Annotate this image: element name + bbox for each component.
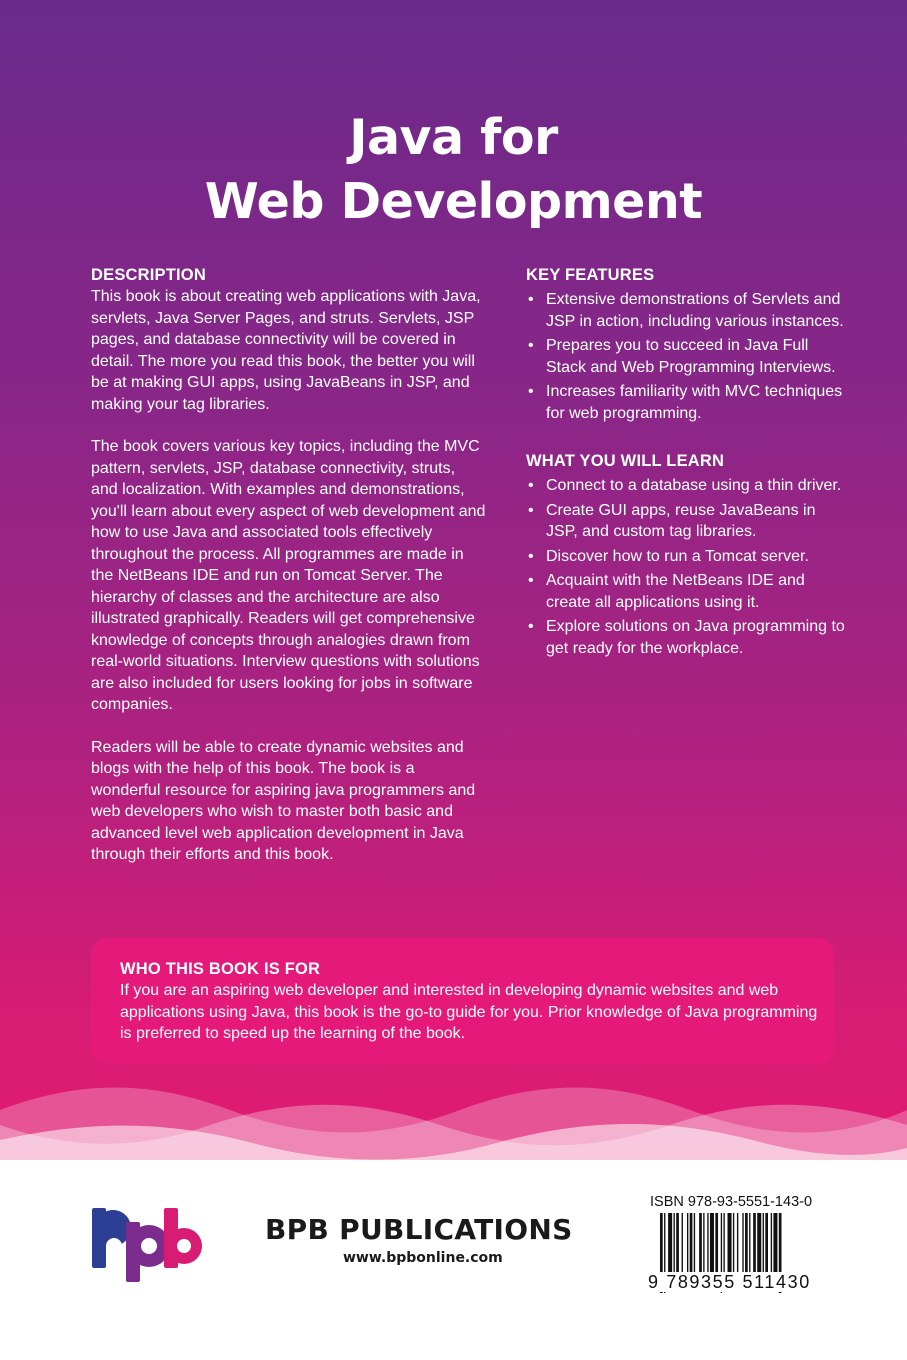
- bullet-icon: •: [528, 337, 534, 354]
- description-paragraph-3: Readers will be able to create dynamic websites and blogs with the help of this book. The book is a wonderful resource for aspiring java programmers and web developers who wish to master both basic and advanced level web application development in Java through their efforts and this book.: [91, 738, 476, 863]
- learn-item-text: Explore solutions on Java programming to get ready for the workplace.: [546, 618, 845, 657]
- bullet-icon: •: [528, 501, 534, 519]
- list-item: [526, 381, 846, 424]
- bullet-icon: •: [528, 383, 534, 400]
- description-column: [91, 264, 486, 866]
- isbn-label: ISBN 978-93-5551-143-0: [650, 1194, 813, 1210]
- learn-item-text: Create GUI apps, reuse JavaBeans in JSP, and custom tag libraries.: [546, 501, 816, 540]
- publisher-website: www.bpbonline.com: [343, 1250, 503, 1266]
- list-item: [526, 546, 846, 568]
- who-this-book-is-for-box: [91, 938, 834, 1064]
- list-item: [526, 500, 846, 543]
- description-paragraph-1: This book is about creating web applications with Java, servlets, Java Server Pages, and struts. Servlets, JSP pages, and database connectivity will be covered in detail. The more you read this book, the better you will be at making GUI apps, using JavaBeans in JSP, and making your tag libraries.: [91, 288, 481, 413]
- decorative-waves: [0, 1070, 907, 1160]
- key-features-heading: KEY FEATURES: [526, 266, 655, 284]
- key-feature-text: Increases familiarity with MVC techniques for web programming.: [546, 383, 843, 422]
- bullet-icon: •: [528, 547, 534, 565]
- features-column: [526, 264, 846, 659]
- book-title-line-1: Java for: [349, 109, 558, 166]
- book-title-line-2: Web Development: [204, 173, 703, 230]
- description-heading: DESCRIPTION: [91, 266, 206, 284]
- bullet-icon: •: [528, 477, 534, 494]
- learn-item-text: Discover how to run a Tomcat server.: [546, 547, 809, 565]
- bullet-icon: •: [528, 618, 534, 635]
- key-feature-text: Extensive demonstrations of Servlets and JSP in action, including various instances.: [546, 291, 844, 330]
- who-for-text: If you are an aspiring web developer and interested in developing dynamic websites and web applications using Java, this book is the go-to guide for you. Prior knowledge of Java programming is preferred to speed up the learning of the book.: [120, 982, 818, 1042]
- bullet-icon: •: [528, 291, 534, 308]
- learn-list: [526, 475, 846, 659]
- list-item: [526, 570, 846, 613]
- key-feature-text: Prepares you to succeed in Java Full Stack and Web Programming Interviews.: [546, 337, 836, 376]
- bullet-icon: •: [528, 572, 534, 589]
- what-you-will-learn-heading: WHAT YOU WILL LEARN: [526, 452, 725, 470]
- publisher-name: BPB PUBLICATIONS: [265, 1213, 573, 1246]
- list-item: [526, 475, 846, 497]
- bpb-logo-icon: [92, 1200, 202, 1285]
- description-paragraph-2: The book covers various key topics, including the MVC pattern, servlets, JSP, database connectivity, struts, and localization. With examples and demonstrations, you'll learn about every aspect of web development and how to use Java and associated tools effectively throughout the process. All programmes are made in the NetBeans IDE and run on Tomcat Server. The hierarchy of classes and the architecture are also illustrated graphically. Readers will get comprehensive knowledge of concepts through analogies drawn from real-world situations. Interview questions with solutions are also included for users looking for jobs in software companies.: [91, 438, 486, 713]
- who-for-heading: WHO THIS BOOK IS FOR: [120, 960, 321, 978]
- list-item: [526, 335, 846, 378]
- barcode-digits: 9 789355 511430: [648, 1272, 811, 1292]
- list-item: [526, 289, 846, 332]
- key-features-list: [526, 289, 846, 424]
- learn-item-text: Connect to a database using a thin driver.: [546, 477, 842, 494]
- list-item: [526, 616, 846, 659]
- learn-item-text: Acquaint with the NetBeans IDE and create all applications using it.: [546, 572, 805, 611]
